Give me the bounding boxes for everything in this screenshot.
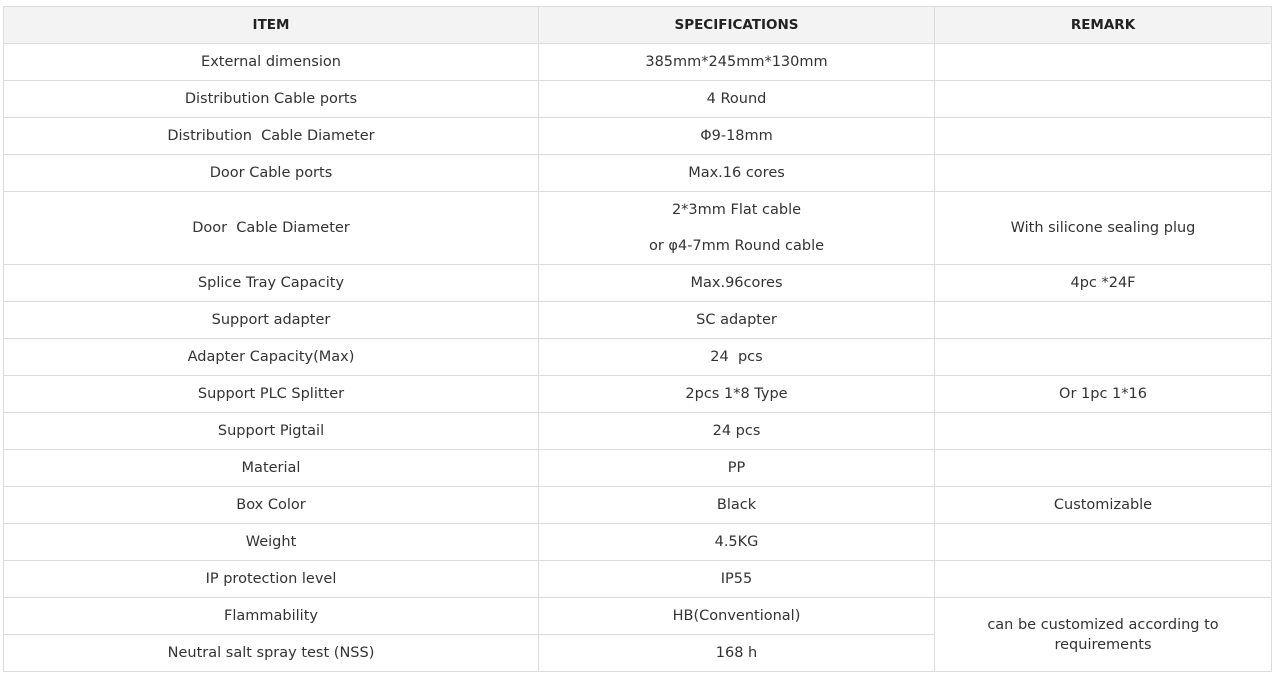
table-row [4, 450, 1272, 487]
remark-cell [935, 339, 1272, 376]
table-row [4, 413, 1272, 450]
spec-cell: Black [539, 487, 935, 524]
table-row [4, 376, 1272, 413]
table-row [4, 44, 1272, 81]
spec-line: or φ4-7mm Round cable [648, 238, 825, 254]
spec-cell: PP [539, 450, 935, 487]
table-row [4, 339, 1272, 376]
item-cell: Flammability [4, 598, 539, 635]
column-header-item: ITEM [4, 7, 539, 44]
spec-cell: SC adapter [539, 302, 935, 339]
item-cell: Box Color [4, 487, 539, 524]
remark-cell [935, 155, 1272, 192]
table-row [4, 302, 1272, 339]
table-row [4, 598, 1272, 635]
item-cell: Neutral salt spray test (NSS) [4, 635, 539, 672]
spec-cell: 4 Round [539, 81, 935, 118]
remark-cell [935, 524, 1272, 561]
spec-cell: IP55 [539, 561, 935, 598]
spec-line: 2*3mm Flat cable [671, 202, 802, 218]
remark-cell: 4pc *24F [935, 265, 1272, 302]
item-cell: External dimension [4, 44, 539, 81]
spec-cell: 4.5KG [539, 524, 935, 561]
table-row [4, 524, 1272, 561]
remark-cell: With silicone sealing plug [935, 192, 1272, 265]
table-row [4, 118, 1272, 155]
table-row [4, 192, 1272, 265]
remark-cell: Customizable [935, 487, 1272, 524]
table-row [4, 561, 1272, 598]
column-header-specifications: SPECIFICATIONS [539, 7, 935, 44]
remark-cell [935, 302, 1272, 339]
item-cell: Support Pigtail [4, 413, 539, 450]
spec-cell: Max.16 cores [539, 155, 935, 192]
spec-cell: 385mm*245mm*130mm [539, 44, 935, 81]
remark-cell [935, 561, 1272, 598]
spec-cell: 2pcs 1*8 Type [539, 376, 935, 413]
spec-cell: Max.96cores [539, 265, 935, 302]
table-row [4, 265, 1272, 302]
spec-cell [539, 192, 935, 265]
spec-cell: 24 pcs [539, 413, 935, 450]
item-cell: Support PLC Splitter [4, 376, 539, 413]
item-cell: Adapter Capacity(Max) [4, 339, 539, 376]
remark-cell [935, 44, 1272, 81]
item-cell: Splice Tray Capacity [4, 265, 539, 302]
item-cell: Weight [4, 524, 539, 561]
remark-cell [935, 450, 1272, 487]
item-cell: Material [4, 450, 539, 487]
remark-cell: can be customized according to requirements [935, 598, 1272, 672]
item-cell: Distribution Cable Diameter [4, 118, 539, 155]
item-cell: Support adapter [4, 302, 539, 339]
remark-cell [935, 413, 1272, 450]
column-header-remark: REMARK [935, 7, 1272, 44]
specifications-table [3, 6, 1272, 672]
remark-cell: Or 1pc 1*16 [935, 376, 1272, 413]
item-cell: Distribution Cable ports [4, 81, 539, 118]
spec-cell: HB(Conventional) [539, 598, 935, 635]
remark-cell [935, 118, 1272, 155]
item-cell: IP protection level [4, 561, 539, 598]
spec-cell: 168 h [539, 635, 935, 672]
spec-cell: 24 pcs [539, 339, 935, 376]
table-row [4, 81, 1272, 118]
table-row [4, 487, 1272, 524]
spec-cell: Φ9-18mm [539, 118, 935, 155]
item-cell: Door Cable ports [4, 155, 539, 192]
item-cell: Door Cable Diameter [4, 192, 539, 265]
remark-cell [935, 81, 1272, 118]
table-row [4, 155, 1272, 192]
table-header-row [4, 7, 1272, 44]
